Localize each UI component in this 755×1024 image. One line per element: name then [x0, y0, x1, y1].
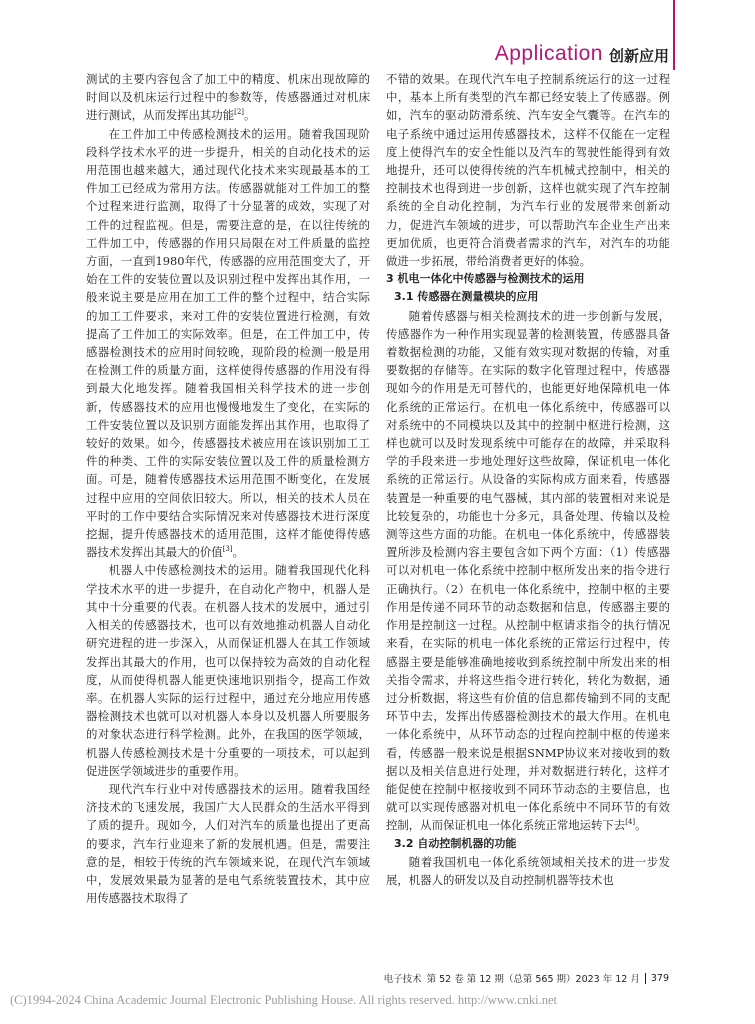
section-title-cn: 创新应用 [608, 47, 669, 65]
paragraph-text: 机器人中传感检测技术的运用。随着我国现代化科学技术水平的进一步提升，在自动化产物中，机器人是其中十分重要的代表。在机器人技术的发展中，通过引入相关的传感器技术，也可以有效地推动机器人自动化研究进程的进一步深入，从而保证机器人在其工作领域发挥出其最大的作用，也可以保持较为高效的自动化程度，从而使得机器人能更快速地识别指令，提高工作效率。在机器人实际的运行过程中，通过充分地应用传感器检测技术也就可以对机器人本身以及机器人所要服务的对象状态进行科学检测。此外，在我国的医学领域，机器人传感检测技术是十分重要的一项技术，可以起到促进医学领域进步的重要作用。 [86, 563, 370, 778]
paragraph-text: 随着我国机电一体化系统领域相关技术的进一步发展，机器人的研发以及自动控制机器等技术也 [386, 854, 670, 887]
citation-ref: [4] [625, 818, 636, 827]
right-text-column [386, 70, 670, 889]
paragraph-text: 在工件加工中传感检测技术的运用。随着我国现阶段科学技术水平的进一步提升，相关的自动化技术的运用范围也越来越大，通过现代化技术来实现最基本的工件加工已经成为常用方法。传感器就能对工件加工的整个过程来进行监测，取得了十分显著的成效，实现了对工件的过程监视。但是，需要注意的是，在以往传统的工件加工中，传感器的作用只局限在对工件质量的监控方面，一直到1980年代，传感器的应用范围变大了，开始在工件的安装位置以及识别过程中发挥出其作用，一般来说主要是应用在加工工件的整个过程中，结合实际的加工工件要求，来对工件的安装位置进行检测，有效提高了工件加工的实际效率。但是，在工件加工中，传感器检测技术的应用时间较晚，现阶段的检测一般是用在检测工件的质量方面，这样使得传感器的作用没有得到最大化地发挥。随着我国相关科学技术的进一步创新，传感器技术的应用也慢慢地发生了变化，在实际的工件安装位置以及识别方面能发挥出其作用，也取得了较好的效果。如今，传感器技术被应用在该识别加工工件的种类、工件的实际安装位置以及工件的质量检测方面。可是，随着传感器技术运用范围不断变化，在发展过程中应用的空间依旧较大。所以，相关的技术人员在平时的工作中要结合实际情况来对传感器技术进行深度挖掘，提升传感器技术的适用范围，这样才能使得传感器技术发挥出其最大的价值 [86, 126, 370, 560]
section-title-en: Application [494, 42, 603, 65]
left-text-column [86, 70, 370, 907]
journal-name: 电子技术 [383, 974, 422, 985]
citation-ref: [2] [234, 108, 245, 117]
paragraph-tail: 。 [244, 108, 256, 123]
subsection-heading: 3.1 传感器在测量模块的应用 [394, 290, 539, 304]
paragraph-text: 随着传感器与相关检测技术的进一步创新与发展，传感器作为一种作用实现显著的检测装置，传感器具备着数据检测的功能，又能有效实现对数据的传输，对重要数据的存储等。在实际的数字化管理过程中，传感器现如今的作用是无可替代的，也能更好地保障机电一体化系统的正常运行。在机电一体化系统中，传感器可以对系统中的不同模块以及其中的控制中枢进行检测，这样也就可以及时发现系统中可能存在的故障，并采取科学的手段来进一步地处理好这些故障，保证机电一体化系统的正常运行。从设备的实际构成方面来看，传感器装置是一种重要的电气器械，其内部的装置相对来说是比较复杂的，功能也十分多元，具备处理、传输以及检测等这些方面的功能。在机电一体化系统中，传感器装置所涉及检测内容主要包含如下两个方面：（1）传感器可以对机电一体化系统中控制中枢所发出来的指令进行正确执行。（2）在机电一体化系统中，控制中枢的主要作用是传递不同环节的动态数据和信息，传感器主要的作用是控制这一过程。从控制中枢请求指令的执行情况来看，在实际的机电一体化系统的正常运行过程中，传感器主要是能够准确地接收到系统控制中所发出来的相关指令需求，并将这些指令进行转化，转化为数据，通过分析数据，将这些有价值的信息都传输到不同的支配环节中去，发挥出传感器检测技术的最大作用。在机电一体化系统中，从环节动态的过程向控制中枢的传递来看，传感器一般来说是根据SNMP协议来对接收到的数据以及相关信息进行处理，并对数据进行转化，这样才能促使在控制中枢接收到不同环节动态的主要信息，也就可以实现传感器对机电一体化系统中不同环节的有效控制，从而保证机电一体化系统正常地运转下去 [386, 308, 670, 833]
paragraph-tail: 。 [635, 818, 647, 833]
paragraph [86, 70, 370, 125]
section-header [495, 36, 669, 64]
subsection-heading: 3.2 自动控制机器的功能 [394, 836, 517, 850]
paragraph [86, 780, 370, 907]
paragraph [386, 853, 670, 889]
section-heading: 3 机电一体化中传感器与检测技术的运用 [386, 272, 585, 286]
paragraph [86, 125, 370, 562]
volume-info: 第 52 卷 第 12 期（总第 565 期）2023 年 12 月 [426, 974, 640, 985]
paragraph [386, 307, 670, 835]
citation-ref: [3] [222, 545, 233, 554]
paragraph [386, 70, 670, 270]
paragraph [86, 561, 370, 779]
paragraph-text: 现代汽车行业中对传感器技术的运用。随着我国经济技术的飞速发展，我国广大人民群众的生活水平得到了质的提升。现如今，人们对汽车的质量也提出了更高的要求，汽车行业迎来了新的发展机遇。但是，需要注意的是，相较于传统的汽车领域来说，在现代汽车领域中，发展效果最为显著的是电气系统装置技术，其中应用传感器技术取得了 [86, 781, 370, 906]
footer-divider [645, 973, 646, 984]
paragraph-text: 测试的主要内容包含了加工中的精度、机床出现故障的时间以及机床运行过程中的参数等，传感器通过对机床进行测试，从而发挥出其功能 [86, 72, 370, 123]
copyright-notice: (C)1994-2024 China Academic Journal Electronic Publishing House. All rights reserved. http://www.cnki.net [10, 993, 558, 1007]
page-number: 379 [650, 972, 669, 984]
paragraph-text: 不错的效果。在现代汽车电子控制系统运行的这一过程中，基本上所有类型的汽车都已经安装上了传感器。例如，汽车的驱动防滑系统、汽车安全气囊等。在汽车的电子系统中通过运用传感器技术，这样不仅能在一定程度上使得汽车的安全性能以及汽车的驾驶性能得到有效地提升，还可以使得传统的汽车机械式控制中，相关的控制技术也得到进一步创新，这样也就实现了汽车控制系统的全自动化控制，为汽车行业的发展带来创新动力，促进汽车领域的进步，可以帮助汽车企业生产出来更加优质，也更符合消费者需求的汽车，对汽车的功能做进一步拓展，带给消费者更好的体验。 [386, 72, 670, 269]
page-footer [384, 971, 669, 985]
paragraph-tail: 。 [232, 545, 245, 560]
header-accent-bar [673, 0, 675, 70]
